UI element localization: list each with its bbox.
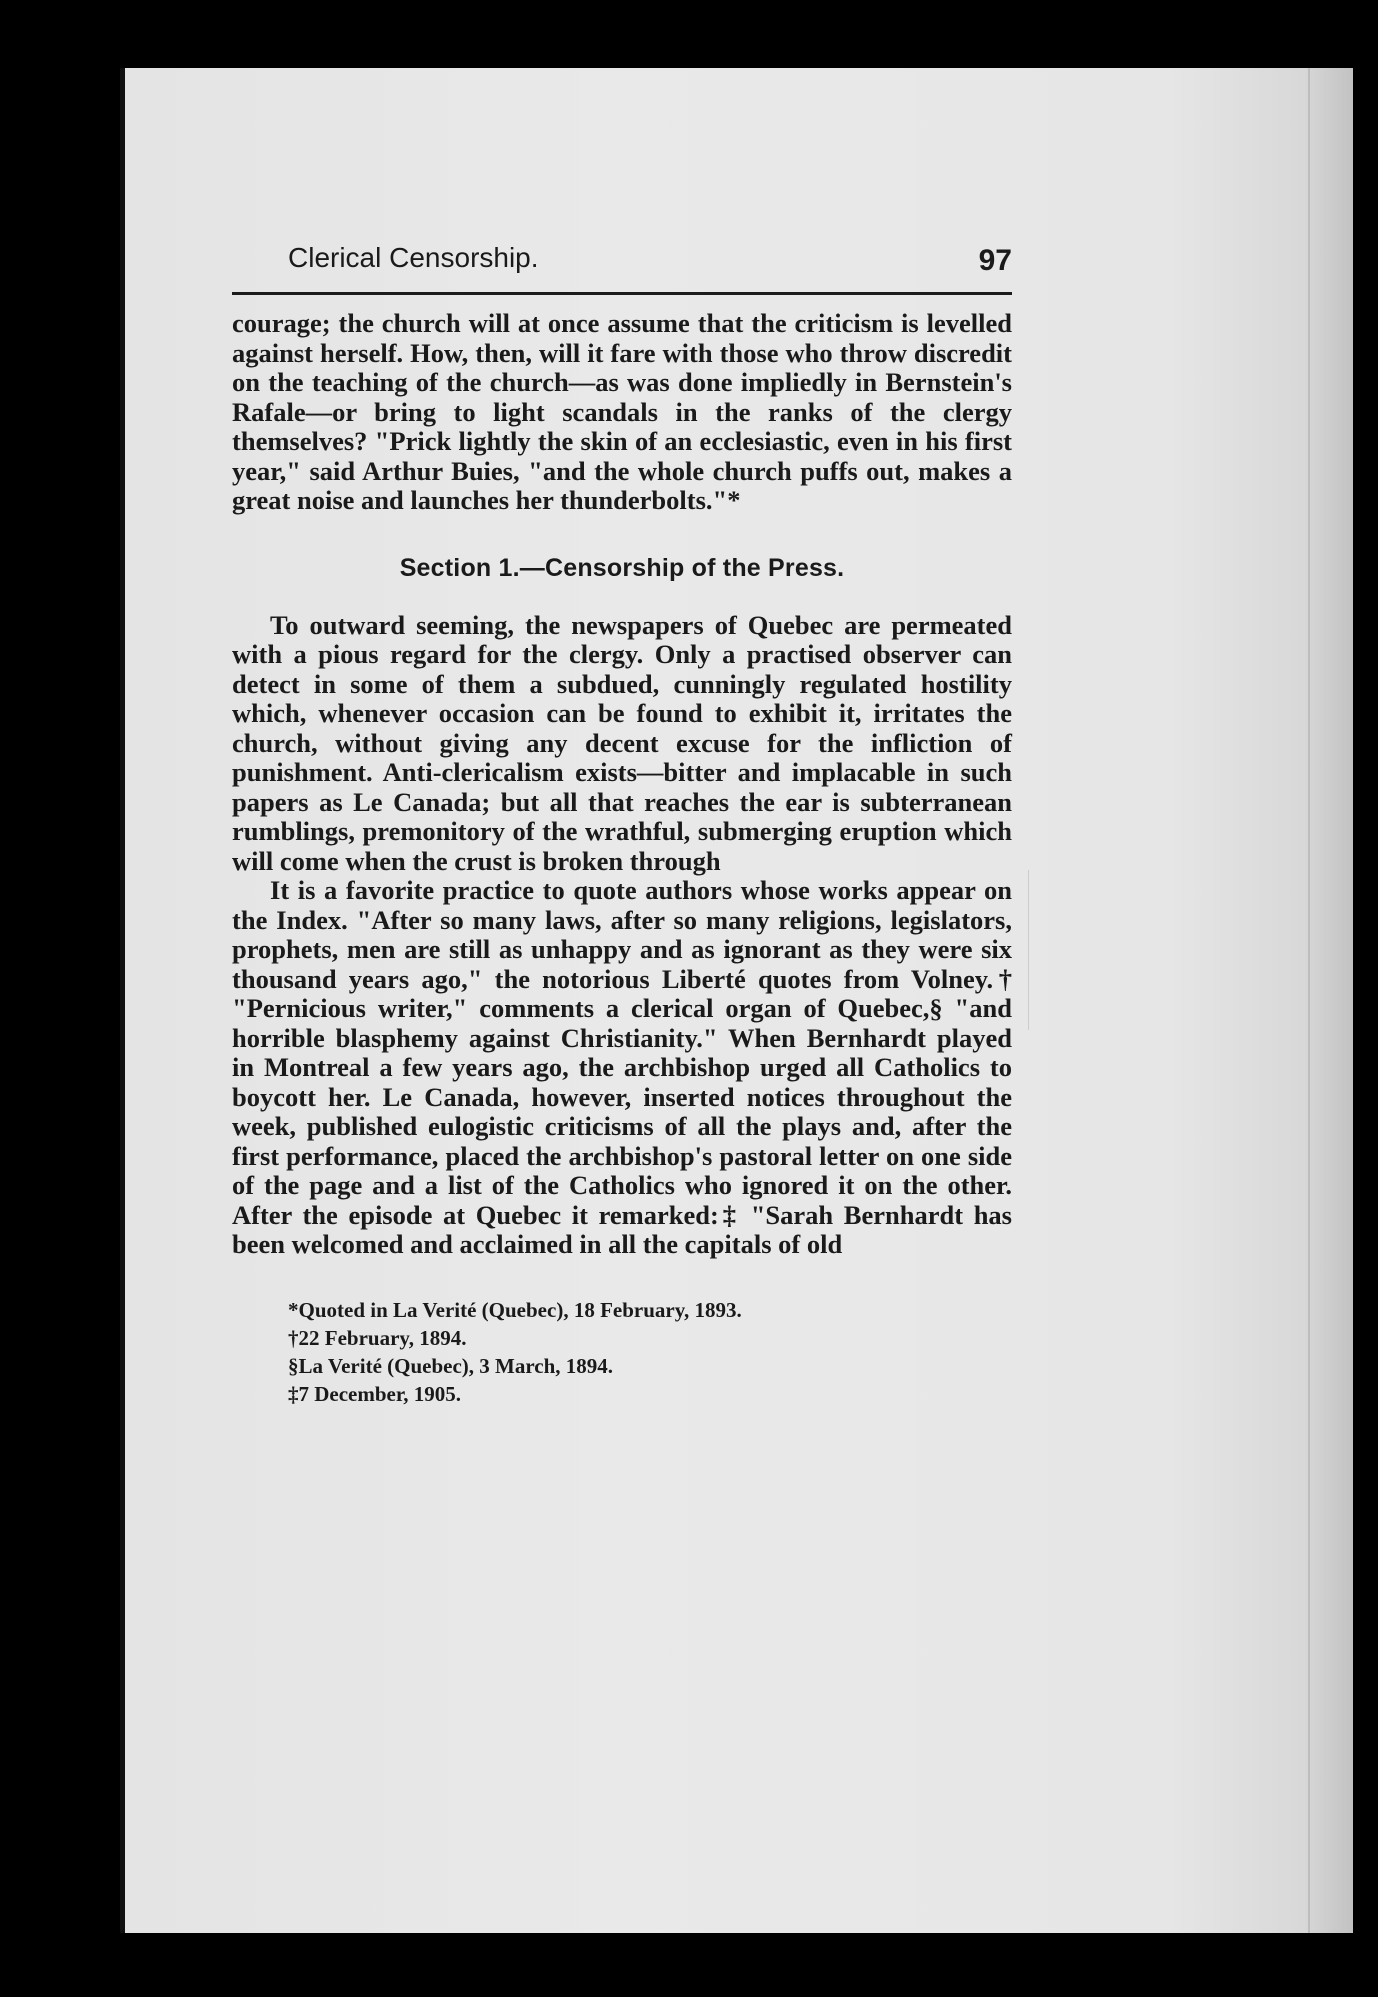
paragraph-press: To outward seeming, the newspapers of Quebec are permeated with a pious regard for the clergy. Only a practised observer can detect in some of them a subdued, cunningly regulated hostility which, whenever occasion can be found to exhibit it, irritates the church, without giving any decent excuse for the infliction of punishment. Anti-clericalism exists—bitter and implacable in such papers as Le Canada; but all that reaches the ear is subterranean rumblings, premonitory of the wrathful, submerging eruption which will come when the crust is broken through [232,609,1012,876]
running-header [232,240,1012,295]
section-heading: Section 1.—Censorship of the Press. [399,553,845,582]
running-title: Clerical Censorship. [288,242,539,273]
book-page [232,240,1012,1408]
paragraph-continuation: courage; the church will at once assume that the criticism is levelled against herself. How, then, will it fare with those who throw discredit on the teaching of the church—as was done impliedly in Bernstein's Rafale—or bring to light scandals in the ranks of the clergy themselves? "Prick lightly the skin of an ecclesiastic, even in his first year," said Arthur Buies, "and the whole church puffs out, makes a great noise and launches her thunderbolts."* [232,308,1012,515]
paragraph-index-authors: It is a favorite practice to quote authors whose works appear on the Index. "After so many laws, after so many religions, legislators, prophets, men are still as unhappy and as ignorant as they were six thousand years ago," the notorious Liberté quotes from Volney.† "Pernicious writer," comments a clerical organ of Quebec,§ "and horrible blasphemy against Christianity." When Bernhardt played in Montreal a few years ago, the archbishop urged all Catholics to boycott her. Le Canada, however, inserted notices throughout the week, published eulogistic criticisms of all the plays and, after the first performance, placed the archbishop's pastoral letter on one side of the page and a list of the Catholics who ignored it on the other. After the episode at Quebec it remarked:‡ "Sarah Bernhardt has been welcomed and acclaimed in all the capitals of old [232,875,1012,1259]
footnotes [232,1296,1012,1408]
page-number: 97 [978,244,1012,277]
footnote: ‡7 December, 1905. [288,1381,462,1406]
footnote: §La Verité (Quebec), 3 March, 1894. [288,1353,614,1378]
scan-artifact [1010,870,1029,1030]
footnote: *Quoted in La Verité (Quebec), 18 February, 1893. [288,1297,742,1322]
page-edge-shadow [120,68,125,1933]
book-spine-edge [1308,68,1310,1933]
footnote: †22 February, 1894. [288,1325,467,1350]
